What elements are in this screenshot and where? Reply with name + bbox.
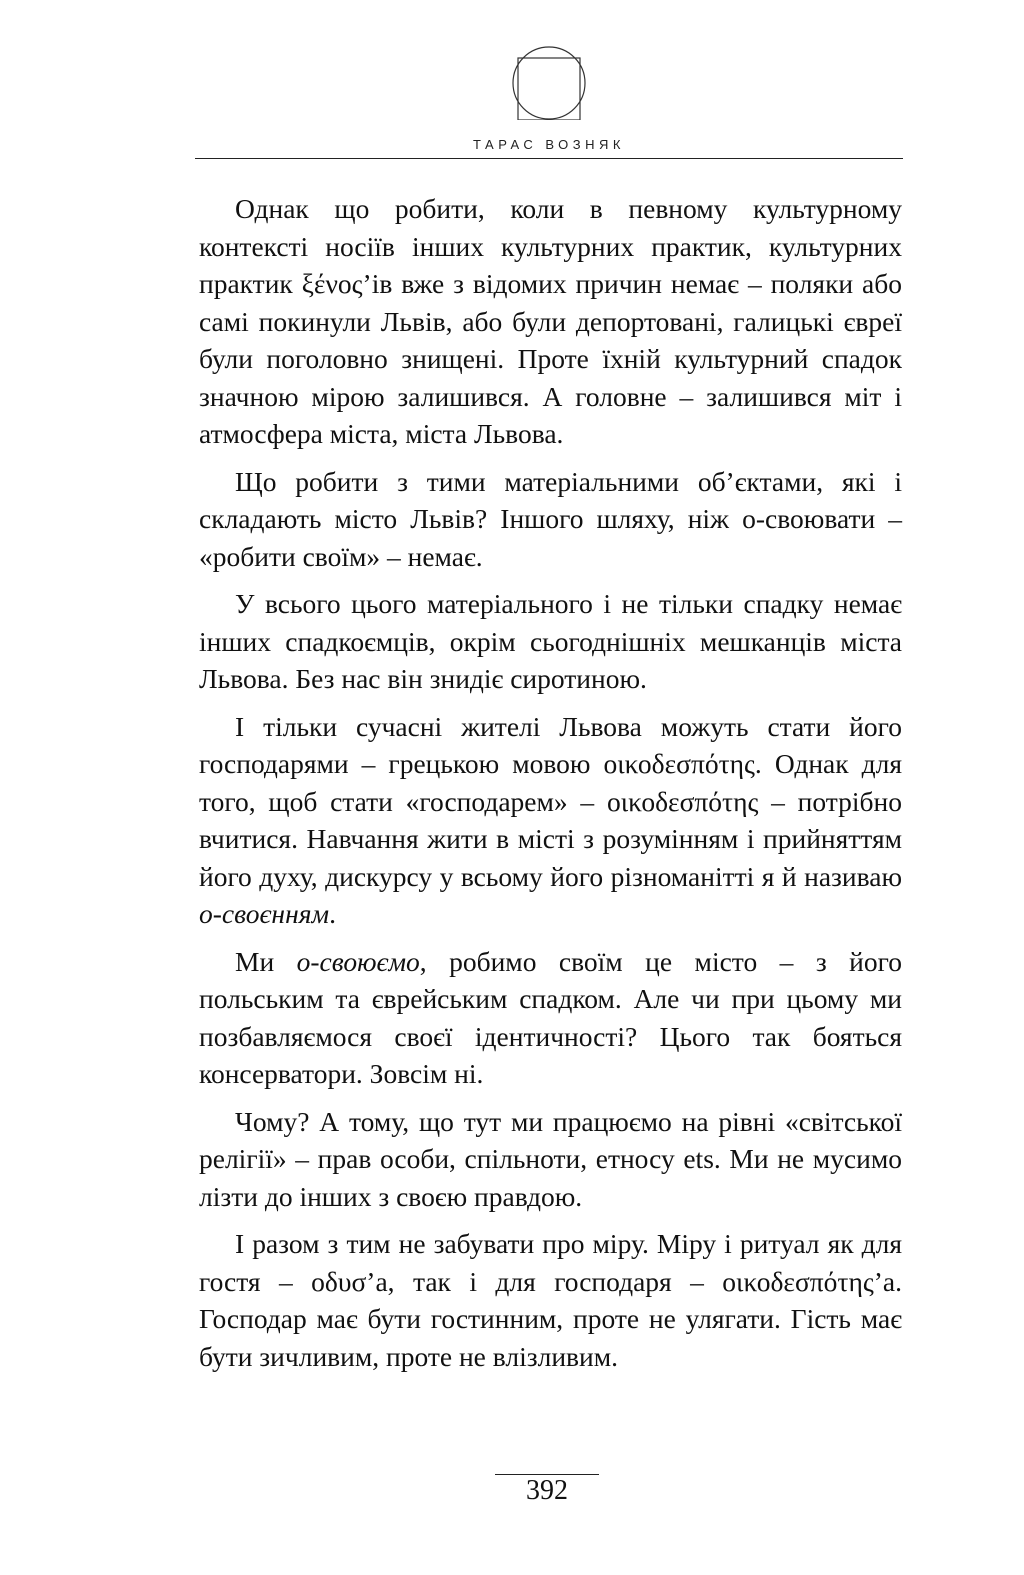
paragraph-4 xyxy=(199,708,902,933)
paragraph-4-emphasis: о-своєнням xyxy=(199,898,330,929)
paragraph-2: Що робити з тими матеріальними об’єктами, які і складають місто Львів? Іншого шляху, ніж о-своювати – «робити своїм» – немає. xyxy=(199,465,902,572)
paragraph-5 xyxy=(199,943,902,1093)
paragraph-5-text: , робимо своїм це місто – з його польським та єврейським спадком. Але чи при цьому ми позбавляємося своєї ідентичності? Цього так бояться консерватори. Зовсім ні. xyxy=(199,945,902,1089)
body-text xyxy=(199,190,902,1385)
paragraph-6: Чому? А тому, що тут ми працюємо на рівні «світської релігії» – прав особи, спільноти, етносу ets. Ми не мусимо лізти до інших з своєю правдою. xyxy=(199,1105,902,1212)
running-head: ТАРАС ВОЗНЯК xyxy=(473,137,625,152)
paragraph-1: Однак що робити, коли в певному культурному контексті носіїв інших культурних практик, культурних практик ξένος’ів вже з відомих причин немає – поляки або самі покинули Львів, або були депортовані, галицькі євреї були поголовно знищені. Проте їхній культурний спадок значною мірою залишився. А головне – залишився міт і атмосфера міста, міста Львова. xyxy=(199,193,902,449)
paragraph-5-lead: Ми xyxy=(235,945,297,977)
paragraph-3: У всього цього матеріального і не тільки спадку немає інших спадкоємців, окрім сьогоднішніх мешканців міста Львова. Без нас він знидіє сиротиною. xyxy=(199,588,902,694)
page-number: 392 xyxy=(495,1474,599,1505)
logo-square xyxy=(518,58,580,120)
paragraph-4-tail: . xyxy=(329,898,336,929)
paragraph-7: І разом з тим не забувати про міру. Міру і ритуал як для гостя – οδυσ’а, так і для господаря – οικοδεσπότης’а. Господар має бути гостинним, проте не улягати. Гість має бути зичливим, проте не влізливим. xyxy=(199,1228,902,1372)
paragraph-4-text: І тільки сучасні жителі Львова можуть стати його господарями – грецькою мовою οικοδεσπότης. Однак для того, щоб стати «господарем» – οικοδεσπότης – потрібно вчитися. Навчання жити в місті з розумінням і прийняттям його духу, дискурсу у всьому його різноманітті я й називаю xyxy=(199,710,902,892)
paragraph-5-emphasis: о-своюємо xyxy=(296,945,420,977)
circle-square-logo-icon xyxy=(512,46,586,120)
header-rule xyxy=(195,158,903,159)
